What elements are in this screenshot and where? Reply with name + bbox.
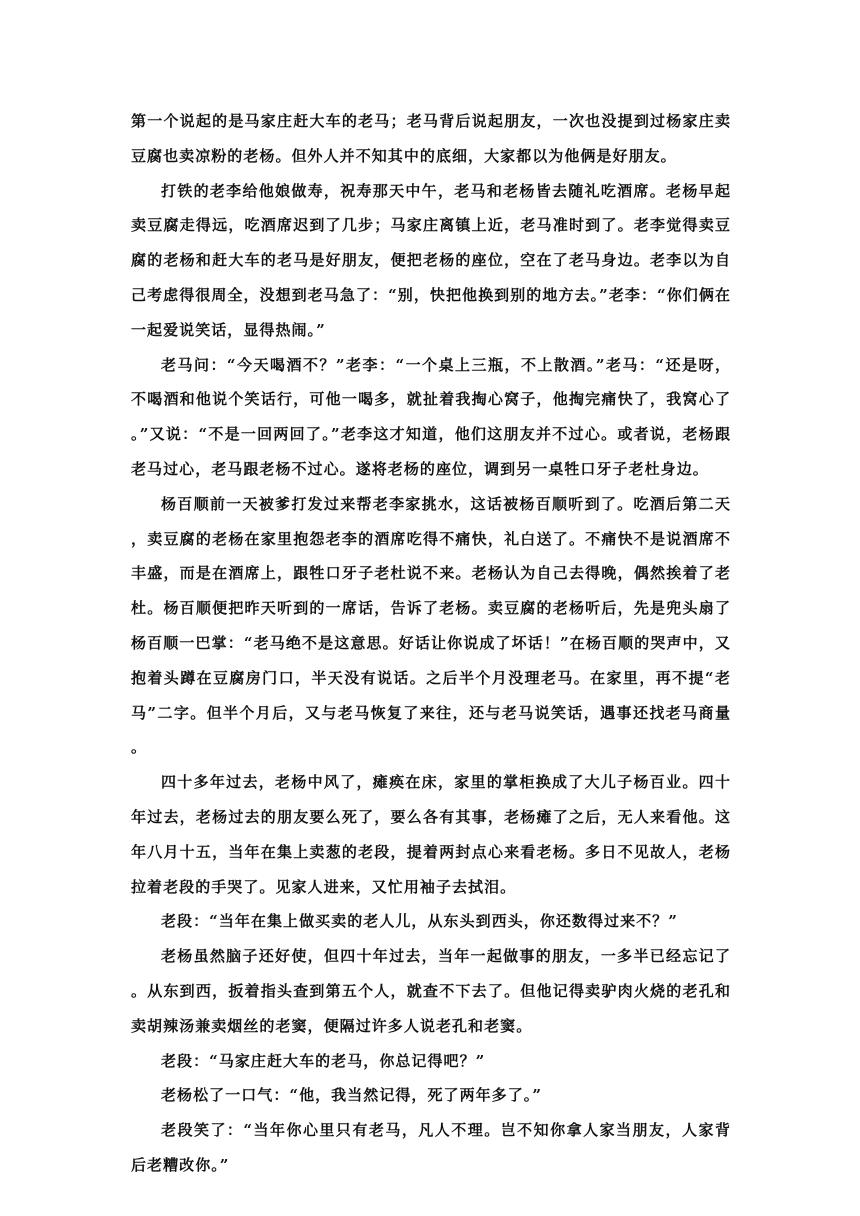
- paragraph-3: 老马问：“今天喝酒不？”老李：“一个桌上三瓶，不上散酒。”老马：“还是呀，不喝酒和他说个笑话行，可他一喝多，就扯着我掏心窝子，他掏完痛快了，我窝心了。”又说：“不是一回两回了。”老李这才知道，他们这朋友并不过心。或者说，老杨跟老马过心，老马跟老杨不过心。遂将老杨的座位，调到另一桌牲口牙子老杜身边。: [131, 355, 731, 478]
- paragraph-9: 老杨松了一口气：“他，我当然记得，死了两年多了。”: [161, 1086, 543, 1105]
- paragraph-1: 第一个说起的是马家庄赶大车的老马；老马背后说起朋友，一次也没提到过杨家庄卖豆腐也卖凉粉的老杨。但外人并不知其中的底细，大家都以为他俩是好朋友。: [131, 112, 731, 165]
- paragraph-8: 老段：“马家庄赶大车的老马，你总记得吧？”: [161, 1051, 486, 1070]
- paragraph-5: 四十多年过去，老杨中风了，瘫痪在床，家里的掌柜换成了大儿子杨百业。四十年过去，老杨过去的朋友要么死了，要么各有其事，老杨瘫了之后，无人来看他。这年八月十五，当年在集上卖葱的老段，提着两封点心来看老杨。多日不见故人，老杨拉着老段的手哭了。见家人进来，又忙用袖子去拭泪。: [131, 773, 731, 896]
- paragraph-6: 老段：“当年在集上做买卖的老人儿，从东头到西头，你还数得过来不？”: [161, 912, 678, 931]
- paragraph-7: 老杨虽然脑子还好使，但四十年过去，当年一起做事的朋友，一多半已经忘记了。从东到西，扳着指头查到第五个人，就查不下去了。但他记得卖驴肉火烧的老孔和卖胡辣汤兼卖烟丝的老窦，便隔过许多人说老孔和老窦。: [131, 947, 731, 1035]
- story-text: [131, 104, 731, 1183]
- paragraph-4: 杨百顺前一天被爹打发过来帮老李家挑水，这话被杨百顺听到了。吃酒后第二天，卖豆腐的老杨在家里抱怨老李的酒席吃得不痛快，礼白送了。不痛快不是说酒席不丰盛，而是在酒席上，跟牲口牙子老杜说不来。老杨认为自己去得晚，偶然挨着了老杜。杨百顺便把昨天听到的一席话，告诉了老杨。卖豆腐的老杨听后，先是兜头扇了杨百顺一巴掌：“老马绝不是这意思。好话让你说成了坏话！”在杨百顺的哭声中，又抱着头蹲在豆腐房门口，半天没有说话。之后半个月没理老马。在家里，再不提“老马”二字。但半个月后，又与老马恢复了来往，还与老马说笑话，遇事还找老马商量。: [131, 494, 731, 757]
- paragraph-2: 打铁的老李给他娘做寿，祝寿那天中午，老马和老杨皆去随礼吃酒席。老杨早起卖豆腐走得远，吃酒席迟到了几步；马家庄离镇上近，老马准时到了。老李觉得卖豆腐的老杨和赶大车的老马是好朋友，便把老杨的座位，空在了老马身边。老李以为自己考虑得很周全，没想到老马急了：“别，快把他换到别的地方去。”老李：“你们俩在一起爱说笑话，显得热闹。”: [131, 181, 731, 339]
- paragraph-10: 老段笑了：“当年你心里只有老马，凡人不理。岂不知你拿人家当朋友，人家背后老糟改你。”: [131, 1121, 731, 1174]
